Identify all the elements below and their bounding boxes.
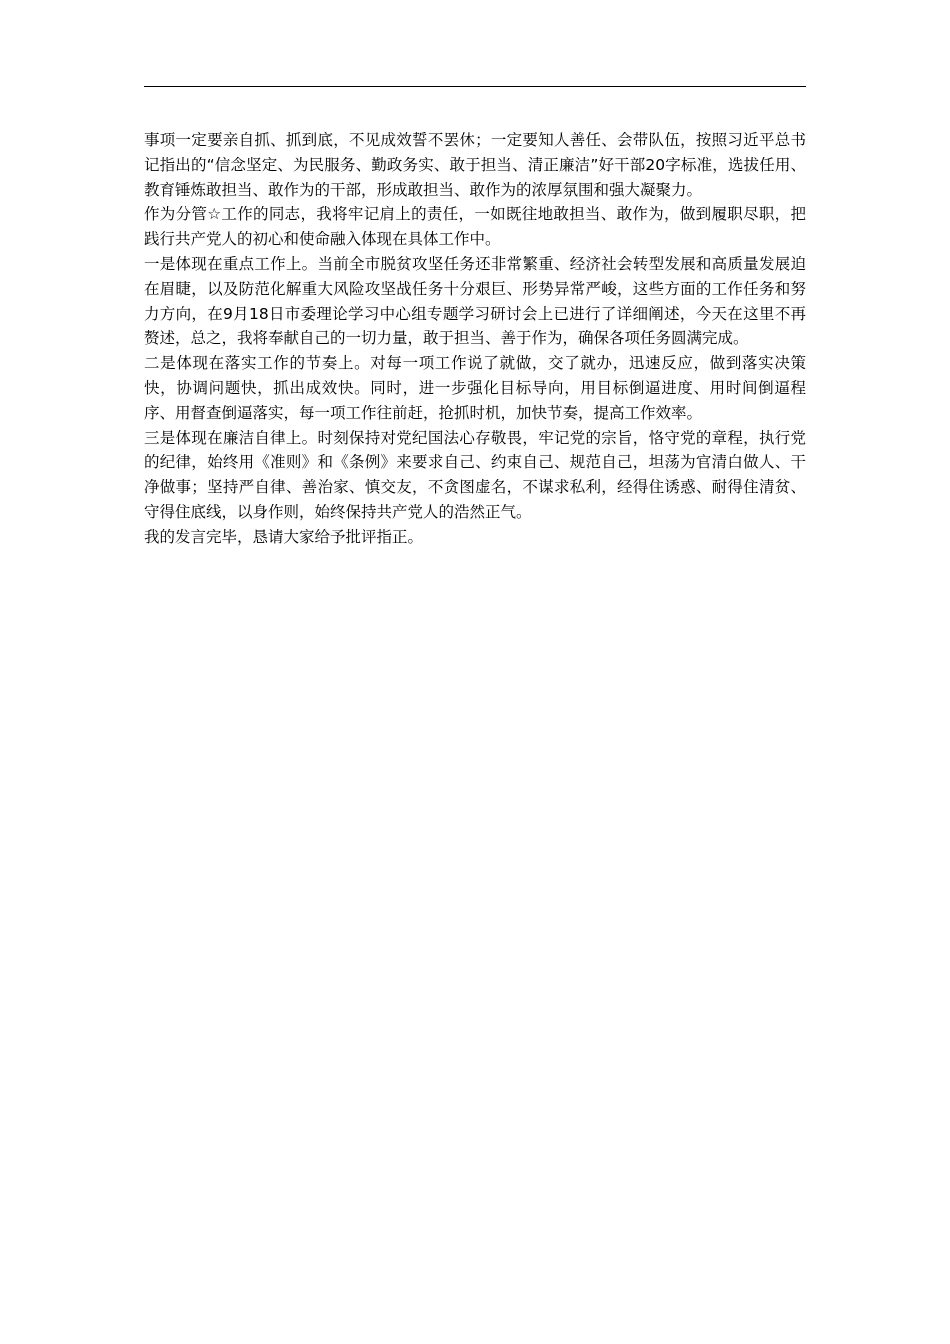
header-rule (144, 86, 806, 87)
document-body (144, 128, 806, 550)
paragraph-1: 事项一定要亲自抓、抓到底，不见成效誓不罢休；一定要知人善任、会带队伍，按照习近平总书记指出的“信念坚定、为民服务、勤政务实、敢于担当、清正廉洁”好干部20字标准，选拔任用、教育锤炼敢担当、敢作为的干部，形成敢担当、敢作为的浓厚氛围和强大凝聚力。 (144, 131, 806, 199)
paragraph-6: 我的发言完毕，恳请大家给予批评指正。 (144, 527, 424, 546)
paragraph-3: 一是体现在重点工作上。当前全市脱贫攻坚任务还非常繁重、经济社会转型发展和高质量发展迫在眉睫，以及防范化解重大风险攻坚战任务十分艰巨、形势异常严峻，这些方面的工作任务和努力方向，在9月18日市委理论学习中心组专题学习研讨会上已进行了详细阐述，今天在这里不再赘述，总之，我将奉献自己的一切力量，敢于担当、善于作为，确保各项任务圆满完成。 (144, 254, 806, 348)
paragraph-2: 作为分管☆工作的同志，我将牢记肩上的责任，一如既往地敢担当、敢作为，做到履职尽职，把践行共产党人的初心和使命融入体现在具体工作中。 (144, 205, 806, 249)
paragraph-4: 二是体现在落实工作的节奏上。对每一项工作说了就做，交了就办，迅速反应，做到落实决策快，协调问题快，抓出成效快。同时，进一步强化目标导向，用目标倒逼进度、用时间倒逼程序、用督查倒逼落实，每一项工作往前赶，抢抓时机，加快节奏，提高工作效率。 (144, 354, 806, 422)
paragraph-5: 三是体现在廉洁自律上。时刻保持对党纪国法心存敬畏，牢记党的宗旨，恪守党的章程，执行党的纪律，始终用《准则》和《条例》来要求自己、约束自己、规范自己，坦荡为官清白做人、干净做事；坚持严自律、善治家、慎交友，不贪图虚名，不谋求私利，经得住诱惑、耐得住清贫、守得住底线，以身作则，始终保持共产党人的浩然正气。 (144, 428, 806, 521)
